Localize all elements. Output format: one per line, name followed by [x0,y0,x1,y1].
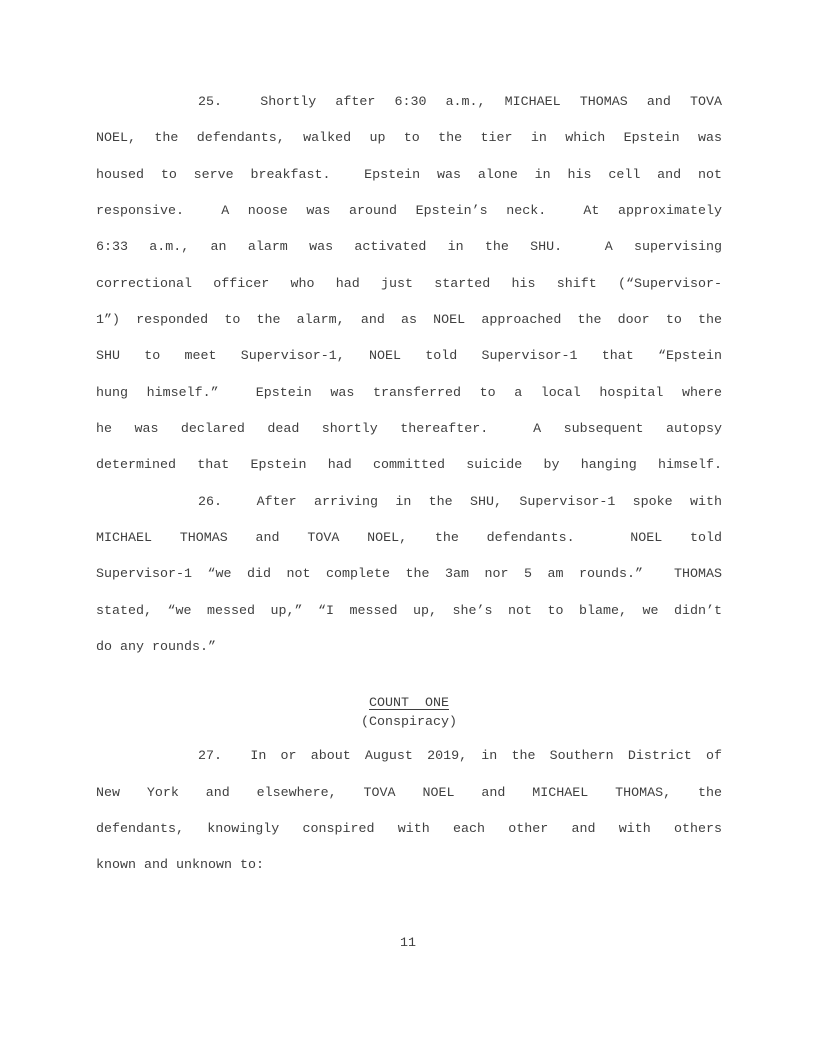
text-line: 6:33 a.m., an alarm was activated in the SHU. A supervising [96,240,722,256]
text-line: 25. Shortly after 6:30 a.m., MICHAEL THOMAS and TOVA [198,95,722,110]
text-line: he was declared dead shortly thereafter. A subsequent autopsy [96,421,722,437]
text-line: do any rounds.” [96,639,216,655]
page-number: 11 [400,936,416,951]
paragraph [96,739,722,884]
count-subtitle: (Conspiracy) [361,715,457,731]
text-line: 26. After arriving in the SHU, Supervisor-1 spoke with [198,494,722,510]
count-heading [96,694,722,732]
document-body [96,85,722,885]
count-title [96,694,722,713]
text-line: MICHAEL THOMAS and TOVA NOEL, the defendants. NOEL told [96,530,722,546]
text-line: New York and elsewhere, TOVA NOEL and MICHAEL THOMAS, the [96,785,722,801]
text-line: SHU to meet Supervisor-1, NOEL told Supervisor-1 that “Epstein [96,349,722,365]
paragraph [96,485,722,667]
text-line: known and unknown to: [96,858,264,874]
paragraph [96,85,722,485]
text-line: housed to serve breakfast. Epstein was alone in his cell and not [96,167,722,183]
text-line: determined that Epstein had committed suicide by hanging himself. [96,458,722,474]
text-line: 1”) responded to the alarm, and as NOEL approached the door to the [96,312,722,328]
text-line: hung himself.” Epstein was transferred to a local hospital where [96,385,722,401]
count-title-text: COUNT ONE [369,696,449,712]
text-line: correctional officer who had just started his shift (“Supervisor- [96,276,722,292]
paragraphs-after-heading [96,739,722,884]
paragraphs-before-heading [96,85,722,666]
text-line: defendants, knowingly conspired with each other and with others [96,821,722,837]
text-line: NOEL, the defendants, walked up to the tier in which Epstein was [96,131,722,147]
text-line: responsive. A noose was around Epstein’s neck. At approximately [96,203,722,219]
text-line: 27. In or about August 2019, in the Southern District of [198,749,722,765]
text-line: stated, “we messed up,” “I messed up, she’s not to blame, we didn’t [96,603,722,619]
text-line: Supervisor-1 “we did not complete the 3am nor 5 am rounds.” THOMAS [96,567,722,583]
